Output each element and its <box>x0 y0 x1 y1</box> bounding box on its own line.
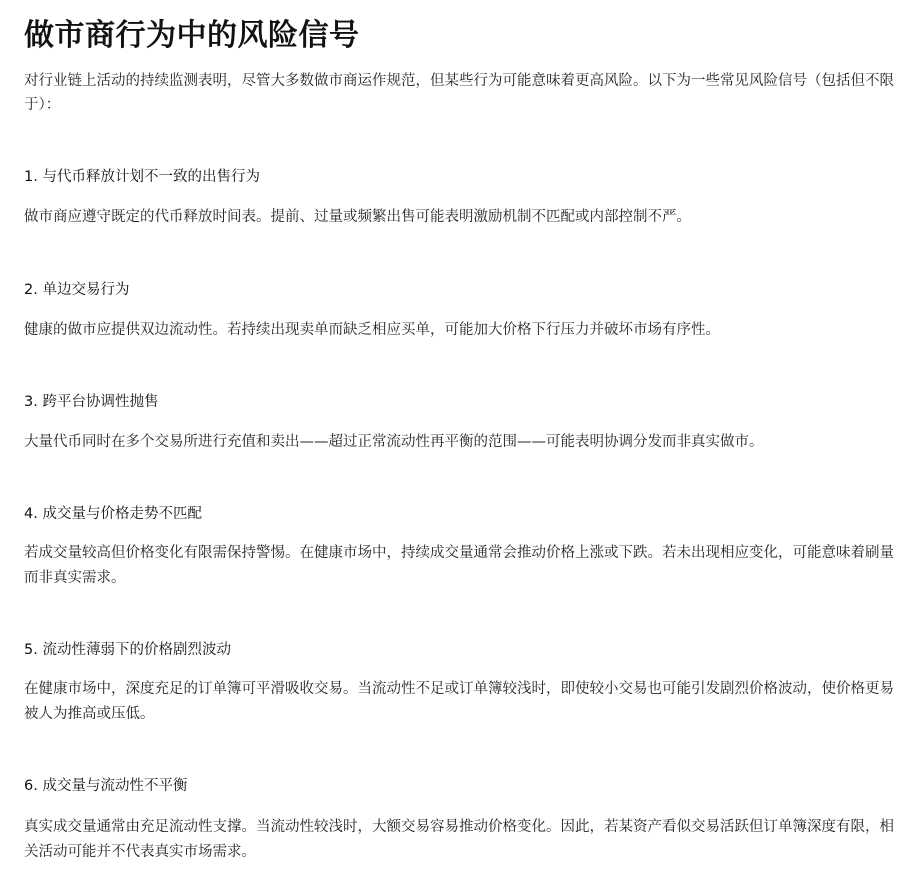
section-body-5: 在健康市场中，深度充足的订单簿可平滑吸收交易。当流动性不足或订单簿较浅时，即使较小交易也可能引发剧烈价格波动，使价格更易被人为推高或压低。 <box>24 681 894 722</box>
section-heading-1: 1. 与代币释放计划不一致的出售行为 <box>24 169 260 185</box>
section-heading-5: 5. 流动性薄弱下的价格剧烈波动 <box>24 642 231 658</box>
section-body-3: 大量代币同时在多个交易所进行充值和卖出——超过正常流动性再平衡的范围——可能表明协调分发而非真实做市。 <box>24 434 764 450</box>
section-heading-2: 2. 单边交易行为 <box>24 282 130 298</box>
section-heading-6: 6. 成交量与流动性不平衡 <box>24 778 188 794</box>
section-body-6: 真实成交量通常由充足流动性支撑。当流动性较浅时，大额交易容易推动价格变化。因此，若某资产看似交易活跃但订单簿深度有限，相关活动可能并不代表真实市场需求。 <box>24 819 894 860</box>
section-body-4: 若成交量较高但价格变化有限需保持警惕。在健康市场中，持续成交量通常会推动价格上涨或下跌。若未出现相应变化，可能意味着刷量而非真实需求。 <box>24 545 894 586</box>
section-body-2: 健康的做市应提供双边流动性。若持续出现卖单而缺乏相应买单，可能加大价格下行压力并破坏市场有序性。 <box>24 322 720 338</box>
section-heading-4: 4. 成交量与价格走势不匹配 <box>24 506 202 522</box>
section-body-1: 做市商应遵守既定的代币释放时间表。提前、过量或频繁出售可能表明激励机制不匹配或内部控制不严。 <box>24 209 691 225</box>
intro-paragraph: 对行业链上活动的持续监测表明，尽管大多数做市商运作规范，但某些行为可能意味着更高风险。以下为一些常见风险信号（包括但不限于）： <box>24 73 894 113</box>
section-heading-3: 3. 跨平台协调性抛售 <box>24 394 159 410</box>
page-title: 做市商行为中的风险信号 <box>24 18 360 53</box>
